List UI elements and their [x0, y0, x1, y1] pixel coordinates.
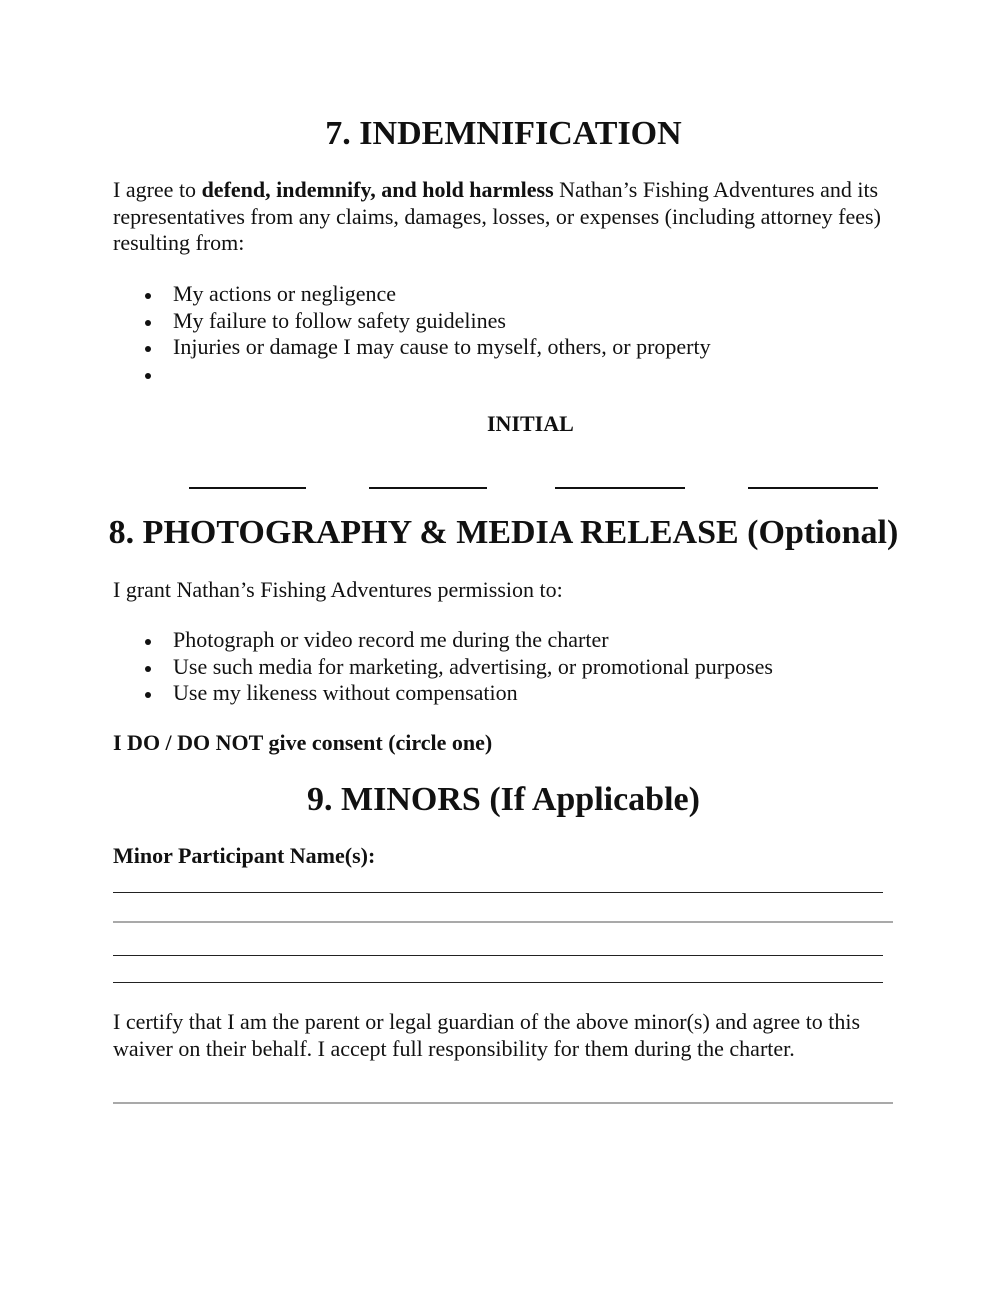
- bullet-icon: [145, 666, 151, 672]
- consent-choice[interactable]: I DO / DO NOT give consent (circle one): [113, 730, 493, 755]
- list-item: [113, 654, 913, 681]
- section-7-intro: [113, 177, 883, 257]
- bullet-icon: [145, 346, 151, 352]
- initial-line-3[interactable]: [555, 487, 685, 489]
- list-item: [113, 281, 913, 308]
- initial-line-4[interactable]: [748, 487, 878, 489]
- bullet-icon: [145, 293, 151, 299]
- bullet-text: Photograph or video record me during the charter: [173, 627, 609, 652]
- section-7-bullet-list: [113, 281, 913, 387]
- bullet-icon: [145, 373, 151, 379]
- guardian-certification: I certify that I am the parent or legal guardian of the above minor(s) and agree to this waiver on their behalf. I accept full responsibility for them during the charter.: [113, 1009, 861, 1061]
- section-8-intro: I grant Nathan’s Fishing Adventures permission to:: [113, 577, 563, 602]
- initial-line-2[interactable]: [369, 487, 487, 489]
- bullet-icon: [145, 692, 151, 698]
- section-9-heading: 9. MINORS (If Applicable): [307, 781, 700, 818]
- guardian-signature-line[interactable]: [113, 1102, 893, 1104]
- section-7-intro-bold: defend, indemnify, and hold harmless: [201, 177, 554, 202]
- bullet-text: My failure to follow safety guidelines: [173, 307, 506, 333]
- minor-name-line-3[interactable]: [113, 955, 883, 956]
- minor-name-line-4[interactable]: [113, 982, 883, 983]
- bullet-icon: [145, 320, 151, 326]
- bullet-text: Use such media for marketing, advertising, or promotional purposes: [173, 653, 773, 679]
- section-7-heading: 7. INDEMNIFICATION: [325, 115, 682, 152]
- minor-name-line-2[interactable]: [113, 921, 893, 923]
- section-8-heading: 8. PHOTOGRAPHY & MEDIA RELEASE (Optional): [108, 514, 899, 551]
- section-7-intro-post: Nathan’s Fishing Adventures and its representatives from any claims, damages, losses, or expenses (including attorney fees) resulting from:: [113, 177, 881, 255]
- section-8-bullet-list: [113, 627, 913, 707]
- bullet-text: Use my likeness without compensation: [173, 680, 518, 705]
- initial-label: INITIAL: [487, 411, 574, 436]
- list-item: [113, 334, 913, 361]
- minor-names-label: Minor Participant Name(s):: [113, 843, 376, 868]
- list-item: [113, 361, 913, 388]
- list-item: [113, 627, 913, 654]
- initial-line-1[interactable]: [189, 487, 306, 489]
- bullet-text: Injuries or damage I may cause to myself, others, or property: [173, 334, 711, 359]
- minor-name-line-1[interactable]: [113, 892, 883, 893]
- bullet-icon: [145, 639, 151, 645]
- section-7-intro-pre: I agree to: [113, 177, 202, 202]
- bullet-text: My actions or negligence: [173, 281, 396, 306]
- list-item: [113, 680, 913, 707]
- list-item: [113, 308, 913, 335]
